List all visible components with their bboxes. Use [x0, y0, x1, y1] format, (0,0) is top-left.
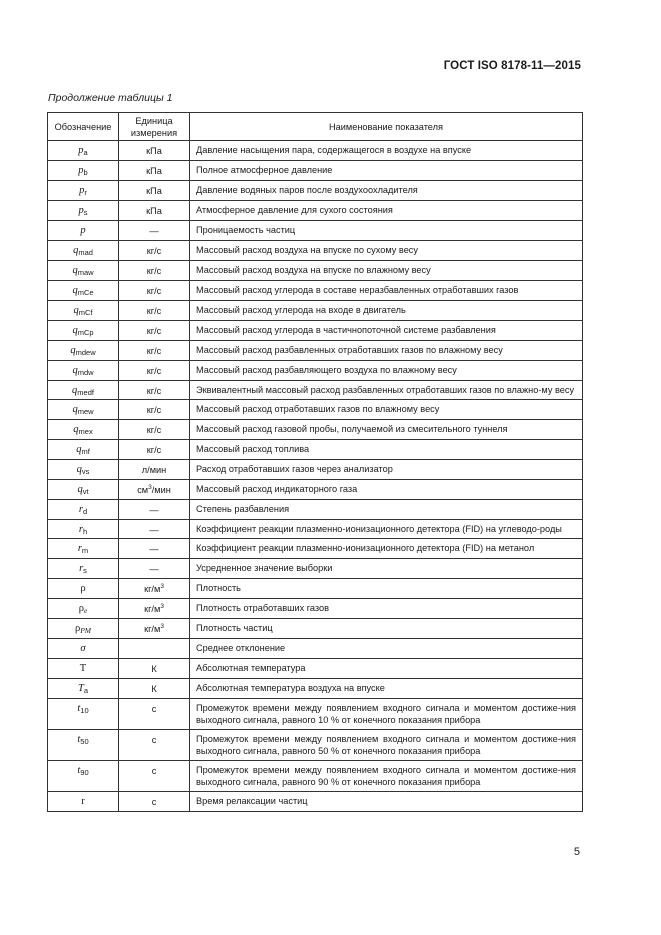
symbol-base: T: [77, 683, 84, 694]
symbol-base: r: [77, 543, 82, 554]
table-row: [48, 599, 583, 619]
unit-cell: [119, 181, 190, 201]
table-row: [48, 500, 583, 520]
description-cell: Абсолютная температура: [190, 659, 583, 679]
symbol-base: q: [77, 484, 83, 495]
symbol-subscript: b: [83, 168, 88, 177]
description-cell: Массовый расход газовой пробы, получаемой из смесительного туннеля: [190, 420, 583, 440]
table-row: [48, 761, 583, 792]
symbol-cell: [48, 361, 119, 381]
symbol-subscript: m: [81, 546, 89, 555]
symbol-cell: [48, 420, 119, 440]
unit-cell: [119, 460, 190, 480]
unit-text: кг/с: [146, 306, 162, 316]
symbol-base: r: [78, 504, 83, 515]
description-cell: Давление насыщения пара, содержащегося в воздухе на впуске: [190, 141, 583, 161]
unit-cell: [119, 730, 190, 761]
description-cell: Плотность отработавших газов: [190, 599, 583, 619]
table-row: [48, 181, 583, 201]
symbol-base: σ: [80, 643, 86, 654]
unit-text: кг/с: [146, 286, 162, 296]
symbol-cell: [48, 460, 119, 480]
description-cell: Массовый расход углерода в частичнопоточной системе разбавления: [190, 321, 583, 341]
symbol-base: t: [77, 734, 81, 745]
symbol-cell: [48, 381, 119, 400]
symbol-cell: [48, 181, 119, 201]
column-header-unit: Единица измерения: [119, 113, 190, 141]
unit-cell: [119, 400, 190, 420]
unit-text: —: [149, 226, 159, 236]
unit-text: кг/с: [146, 366, 162, 376]
table-row: [48, 241, 583, 261]
table-row: [48, 381, 583, 400]
table-row: [48, 639, 583, 659]
symbol-base: q: [72, 385, 78, 396]
description-cell: Степень разбавления: [190, 500, 583, 520]
symbol-cell: [48, 792, 119, 812]
symbol-base: q: [72, 265, 78, 276]
table-row: [48, 361, 583, 381]
symbol-cell: [48, 341, 119, 361]
symbol-subscript: a: [83, 686, 88, 695]
table-row: [48, 520, 583, 539]
unit-cell: [119, 161, 190, 181]
table-row: [48, 141, 583, 161]
unit-cell: [119, 301, 190, 321]
unit-text: кПа: [146, 206, 162, 216]
table-row: [48, 440, 583, 460]
description-cell: Коэффициент реакции плазменно-ионизационного детектора (FID) на метанол: [190, 539, 583, 559]
unit-text: кг/с: [146, 445, 162, 455]
symbol-cell: [48, 301, 119, 321]
symbol-subscript: mad: [78, 248, 93, 257]
symbol-base: ρ: [80, 583, 86, 594]
symbol-cell: [48, 679, 119, 699]
symbol-subscript: mdew: [75, 348, 96, 357]
table-row: [48, 261, 583, 281]
description-cell: Эквивалентный массовый расход разбавленных отработавших газов по влажно-му весу: [190, 381, 583, 400]
unit-cell: [119, 639, 190, 659]
unit-text: кг/с: [146, 266, 162, 276]
table-row: [48, 221, 583, 241]
unit-cell: [119, 141, 190, 161]
table-row: [48, 579, 583, 599]
symbol-subscript: e: [83, 606, 88, 615]
table-row: [48, 730, 583, 761]
unit-text: кг/с: [146, 425, 162, 435]
table-body: [48, 141, 583, 812]
symbol-base: q: [72, 325, 78, 336]
unit-text: с: [151, 797, 157, 807]
symbol-cell: [48, 599, 119, 619]
symbol-base: q: [72, 365, 78, 376]
symbol-cell: [48, 261, 119, 281]
unit-cell: [119, 341, 190, 361]
table-row: [48, 559, 583, 579]
unit-cell: [119, 480, 190, 500]
symbol-cell: [48, 201, 119, 221]
unit-cell: [119, 599, 190, 619]
symbol-base: p: [78, 205, 84, 216]
symbol-subscript: vs: [81, 467, 90, 476]
symbol-subscript: d: [82, 507, 88, 516]
symbol-subscript: 50: [80, 737, 89, 746]
symbols-table: [47, 112, 583, 812]
unit-cell: [119, 500, 190, 520]
unit-cell: [119, 559, 190, 579]
symbol-cell: [48, 730, 119, 761]
unit-text: кПа: [146, 166, 162, 176]
symbol-base: ρ: [74, 623, 81, 634]
symbol-cell: [48, 221, 119, 241]
symbol-subscript: vt: [82, 487, 89, 496]
symbol-base: r: [78, 524, 83, 535]
symbol-cell: [48, 480, 119, 500]
unit-text: —: [149, 564, 159, 574]
unit-text: кПа: [146, 146, 162, 156]
symbol-subscript: s: [83, 208, 88, 217]
symbol-base: p: [78, 165, 84, 176]
symbol-cell: [48, 539, 119, 559]
unit-text: кг/м: [144, 604, 161, 614]
description-cell: Время релаксации частиц: [190, 792, 583, 812]
description-cell: Массовый расход воздуха на впуске по влажному весу: [190, 261, 583, 281]
unit-text: кг/с: [146, 326, 162, 336]
symbol-base: q: [73, 245, 79, 256]
description-cell: Массовый расход воздуха на впуске по сухому весу: [190, 241, 583, 261]
description-cell: Плотность частиц: [190, 619, 583, 639]
table-row: [48, 539, 583, 559]
symbol-subscript: mCp: [77, 328, 94, 337]
symbol-base: q: [70, 345, 76, 356]
unit-superscript: 3: [160, 623, 164, 630]
symbol-base: p: [80, 225, 86, 236]
table-row: [48, 201, 583, 221]
symbol-subscript: medf: [77, 388, 94, 397]
unit-text: с: [151, 735, 157, 745]
description-cell: Массовый расход индикаторного газа: [190, 480, 583, 500]
unit-cell: [119, 381, 190, 400]
unit-cell: [119, 520, 190, 539]
symbol-cell: [48, 141, 119, 161]
symbol-base: r: [81, 796, 85, 807]
table-row: [48, 281, 583, 301]
symbol-cell: [48, 161, 119, 181]
symbol-base: r: [79, 563, 84, 574]
symbol-cell: [48, 520, 119, 539]
unit-text: кг/с: [146, 246, 162, 256]
symbol-base: t: [77, 703, 81, 714]
symbol-cell: [48, 559, 119, 579]
unit-text: К: [151, 684, 157, 694]
table-header-row: [48, 113, 583, 141]
unit-cell: [119, 241, 190, 261]
unit-cell: [119, 201, 190, 221]
unit-text: кг/с: [146, 346, 162, 356]
table-caption: Продолжение таблицы 1: [48, 92, 173, 104]
description-cell: Массовый расход углерода в составе неразбавленных отработавших газов: [190, 281, 583, 301]
unit-cell: [119, 679, 190, 699]
unit-text: см: [137, 485, 149, 495]
description-cell: Коэффициент реакции плазменно-ионизационного детектора (FID) на углеводо-роды: [190, 520, 583, 539]
unit-text: кг/с: [146, 405, 162, 415]
description-cell: Массовый расход отработавших газов по влажному весу: [190, 400, 583, 420]
symbol-base: q: [76, 464, 82, 475]
unit-cell: [119, 440, 190, 460]
unit-cell: [119, 261, 190, 281]
symbol-base: t: [77, 765, 81, 776]
symbol-subscript: mex: [78, 427, 93, 436]
table-row: [48, 341, 583, 361]
unit-text: —: [149, 525, 159, 535]
symbol-cell: [48, 579, 119, 599]
description-cell: Давление водяных паров после воздухоохладителя: [190, 181, 583, 201]
table-row: [48, 460, 583, 480]
table-row: [48, 400, 583, 420]
unit-cell: [119, 321, 190, 341]
symbol-cell: [48, 659, 119, 679]
unit-text: кг/м: [144, 584, 161, 594]
symbol-base: q: [76, 444, 82, 455]
symbol-subscript: 90: [80, 768, 89, 777]
symbol-base: p: [78, 145, 84, 156]
symbol-subscript: s: [83, 566, 87, 575]
symbol-base: q: [73, 305, 79, 316]
description-cell: Плотность: [190, 579, 583, 599]
column-header-symbol: Обозначение: [48, 113, 119, 141]
symbol-cell: [48, 321, 119, 341]
symbol-subscript: mCe: [77, 288, 94, 297]
symbol-cell: [48, 241, 119, 261]
symbol-base: q: [72, 285, 78, 296]
symbol-cell: [48, 639, 119, 659]
column-header-name: Наименование показателя: [190, 113, 583, 141]
unit-superscript: 3: [160, 603, 164, 610]
unit-cell: [119, 420, 190, 440]
description-cell: Массовый расход разбавляющего воздуха по влажному весу: [190, 361, 583, 381]
table-row: [48, 792, 583, 812]
table-row: [48, 659, 583, 679]
symbol-cell: [48, 619, 119, 639]
description-cell: Массовый расход разбавленных отработавших газов по влажному весу: [190, 341, 583, 361]
unit-text: кПа: [146, 186, 162, 196]
description-cell: Проницаемость частиц: [190, 221, 583, 241]
description-cell: Абсолютная температура воздуха на впуске: [190, 679, 583, 699]
symbol-cell: [48, 500, 119, 520]
description-cell: Полное атмосферное давление: [190, 161, 583, 181]
unit-cell: [119, 619, 190, 639]
document-code: ГОСТ ISO 8178-11—2015: [443, 60, 581, 72]
table-row: [48, 321, 583, 341]
unit-cell: [119, 281, 190, 301]
symbol-cell: [48, 281, 119, 301]
symbol-subscript: a: [83, 148, 88, 157]
description-cell: Среднее отклонение: [190, 639, 583, 659]
description-cell: Усредненное значение выборки: [190, 559, 583, 579]
unit-text: кг/м: [144, 624, 161, 634]
symbol-subscript: PM: [80, 626, 92, 635]
page-number: 5: [573, 846, 580, 858]
symbol-cell: [48, 761, 119, 792]
unit-suffix: /мин: [151, 485, 171, 495]
symbol-subscript: 10: [80, 706, 89, 715]
description-cell: Атмосферное давление для сухого состояния: [190, 201, 583, 221]
table-row: [48, 679, 583, 699]
description-cell: Расход отработавших газов через анализатор: [190, 460, 583, 480]
unit-cell: [119, 761, 190, 792]
unit-cell: [119, 699, 190, 730]
unit-text: К: [151, 664, 157, 674]
unit-text: с: [151, 704, 157, 714]
symbol-subscript: r: [84, 188, 87, 197]
table-row: [48, 161, 583, 181]
symbol-subscript: mCf: [78, 308, 93, 317]
unit-superscript: 3: [160, 583, 164, 590]
description-cell: Промежуток времени между появлением входного сигнала и моментом достиже-ния выходного сигнала, равного 90 % от конечного показания прибора: [190, 761, 583, 792]
symbol-base: q: [72, 404, 78, 415]
symbol-subscript: h: [82, 527, 88, 536]
unit-text: с: [151, 766, 157, 776]
unit-cell: [119, 361, 190, 381]
symbol-subscript: mf: [81, 447, 90, 456]
description-cell: Промежуток времени между появлением входного сигнала и моментом достиже-ния выходного сигнала, равного 50 % от конечного показания прибора: [190, 730, 583, 761]
table-row: [48, 619, 583, 639]
symbol-subscript: mdw: [77, 368, 94, 377]
table-row: [48, 420, 583, 440]
unit-text: кг/с: [146, 386, 162, 396]
symbol-subscript: mew: [77, 407, 94, 416]
unit-cell: [119, 659, 190, 679]
symbol-subscript: maw: [77, 268, 94, 277]
description-cell: Массовый расход углерода на входе в двигатель: [190, 301, 583, 321]
symbol-cell: [48, 440, 119, 460]
description-cell: Массовый расход топлива: [190, 440, 583, 460]
unit-text: —: [149, 544, 159, 554]
unit-superscript: 3: [148, 484, 152, 491]
unit-text: л/мин: [141, 465, 167, 475]
unit-cell: [119, 792, 190, 812]
unit-text: —: [149, 505, 159, 515]
table-row: [48, 699, 583, 730]
table-row: [48, 301, 583, 321]
unit-cell: [119, 221, 190, 241]
symbol-base: T: [79, 663, 87, 674]
symbol-cell: [48, 699, 119, 730]
unit-cell: [119, 539, 190, 559]
symbol-base: q: [73, 424, 79, 435]
table-row: [48, 480, 583, 500]
symbol-base: ρ: [78, 603, 84, 614]
symbol-base: p: [79, 185, 85, 196]
symbol-cell: [48, 400, 119, 420]
description-cell: Промежуток времени между появлением входного сигнала и моментом достиже-ния выходного сигнала, равного 10 % от конечного показания прибора: [190, 699, 583, 730]
unit-cell: [119, 579, 190, 599]
